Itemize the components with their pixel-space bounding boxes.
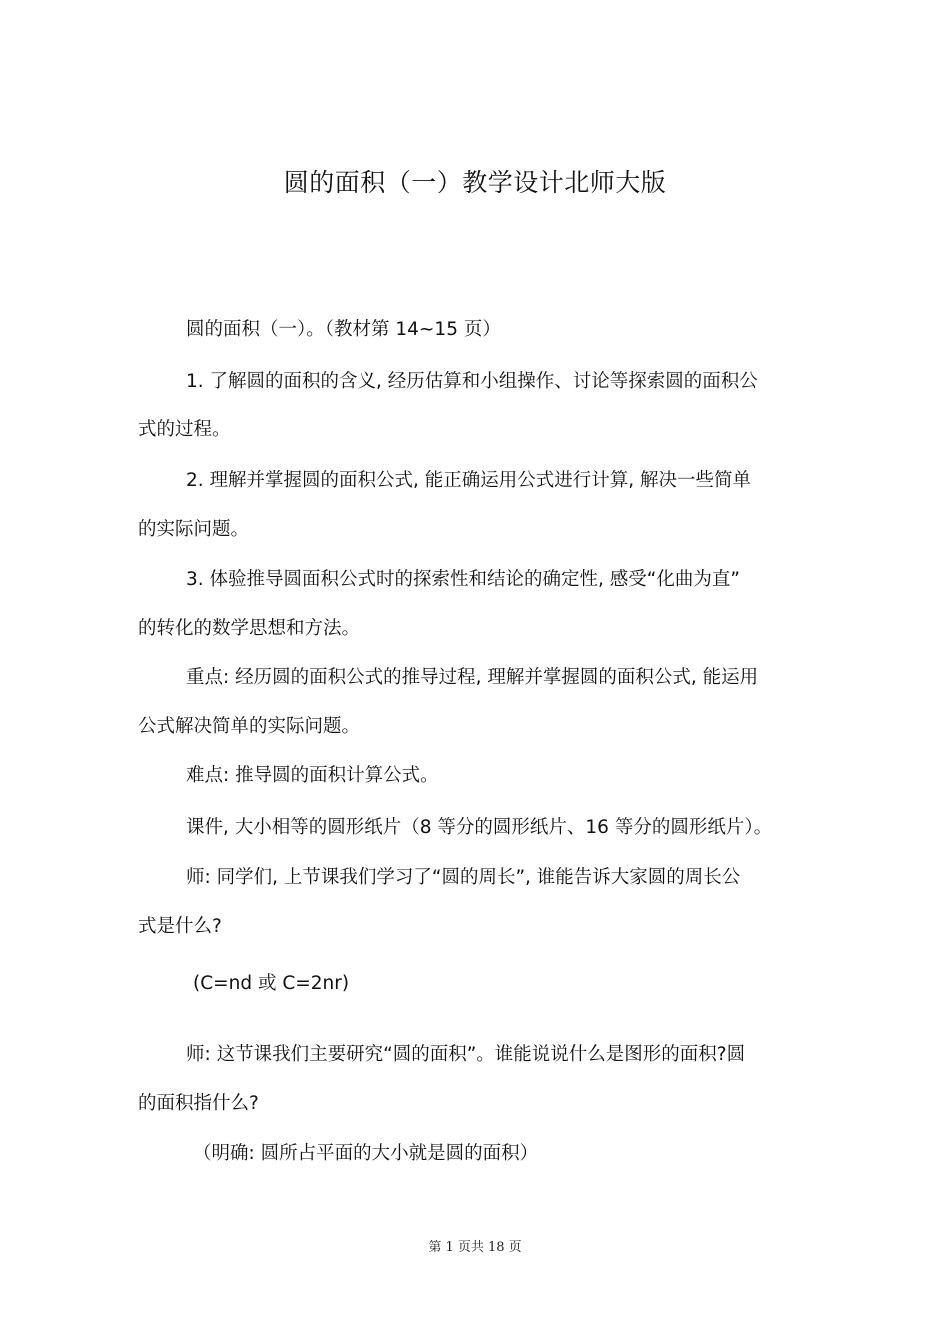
paragraph-line: 2. 理解并掌握圆的面积公式, 能正确运用公式进行计算, 解决一些简单 — [186, 470, 752, 491]
paragraph-line: 3. 体验推导圆面积公式时的探索性和结论的确定性, 感受“化曲为直” — [186, 569, 740, 590]
paragraph-line: 重点: 经历圆的面积公式的推导过程, 理解并掌握圆的面积公式, 能运用 — [186, 667, 759, 688]
page-number-footer: 第 1 页共 18 页 — [428, 1240, 522, 1255]
paragraph-line: 师: 同学们, 上节课我们学习了“圆的周长”, 谁能告诉大家圆的周长公 — [186, 867, 741, 888]
paragraph-line: 的转化的数学思想和方法。 — [138, 618, 361, 639]
paragraph-line: 圆的面积（一）。（教材第 14~15 页） — [186, 319, 501, 340]
paragraph-line: 的面积指什么? — [138, 1093, 259, 1114]
paragraph-line: 式是什么? — [138, 916, 222, 937]
paragraph-line: 的实际问题。 — [138, 519, 250, 540]
document-title: 圆的面积（一）教学设计北师大版 — [283, 168, 667, 197]
paragraph-line: 公式解决简单的实际问题。 — [138, 716, 361, 737]
paragraph-line: 难点: 推导圆的面积计算公式。 — [186, 765, 439, 786]
paragraph-line: 课件, 大小相等的圆形纸片（8 等分的圆形纸片、16 等分的圆形纸片）。 — [186, 817, 773, 838]
paragraph-line: 1. 了解圆的面积的含义, 经历估算和小组操作、讨论等探索圆的面积公 — [186, 371, 758, 392]
paragraph-line: （明确: 圆所占平面的大小就是圆的面积） — [193, 1143, 539, 1164]
paragraph-line: 师: 这节课我们主要研究“圆的面积”。谁能说说什么是图形的面积?圆 — [186, 1044, 746, 1065]
paragraph-line: 式的过程。 — [138, 419, 231, 440]
paragraph-line: (C=nd 或 C=2nr) — [193, 973, 350, 994]
